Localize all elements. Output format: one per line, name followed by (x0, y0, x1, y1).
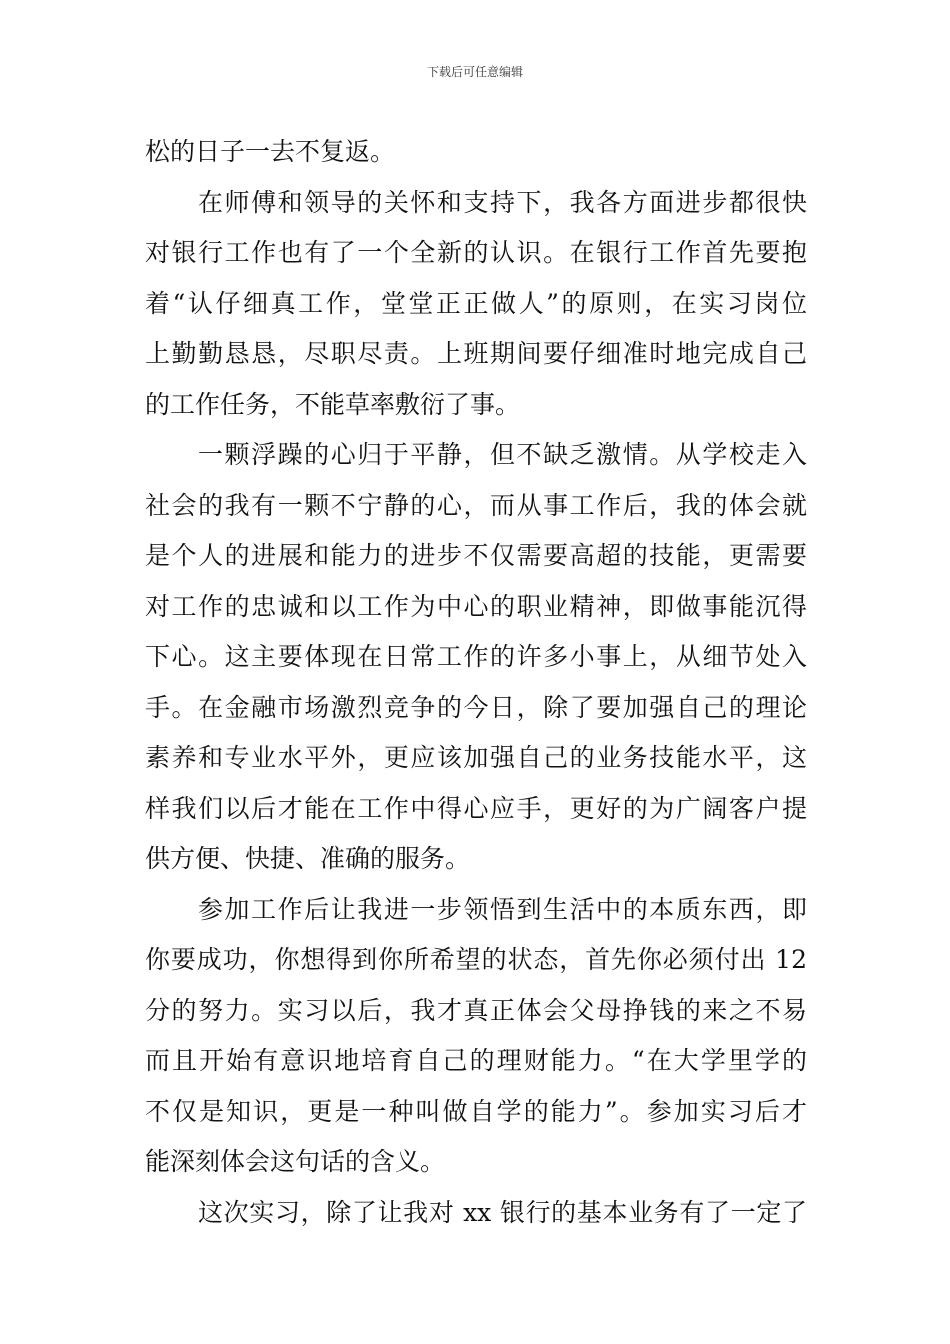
paragraph-first-line: 这次实习，除了让我对 xx 银行的基本业务有了一定了 (198, 1197, 807, 1227)
text-line: 下心。这主要体现在日常工作的许多小事上，从细节处入 (145, 642, 807, 671)
text-line: 素养和专业水平外，更应该加强自己的业务技能水平，这 (145, 743, 807, 772)
text-line: 样我们以后才能在工作中得心应手，更好的为广阔客户提 (145, 793, 807, 823)
text-line: 松的日子一去不复返。 (145, 137, 396, 166)
page-header: 下载后可任意编辑 (426, 65, 523, 79)
text-line: 对银行工作也有了一个全新的认识。在银行工作首先要抱 (145, 238, 807, 267)
text-line: 分的努力。实习以后，我才真正体会父母挣钱的来之不易 (145, 995, 807, 1025)
text-line: 着“认仔细真工作，堂堂正正做人”的原则，在实习岗位 (145, 288, 807, 318)
text-line: 供方便、快捷、准确的服务。 (145, 844, 471, 873)
text-line: 社会的我有一颗不宁静的心，而从事工作后，我的体会就 (145, 490, 807, 520)
text-line: 上勤勤恳恳，尽职尽责。上班期间要仔细准时地完成自己 (145, 339, 807, 368)
paragraph-first-line: 参加工作后让我进一步领悟到生活中的本质东西，即 (198, 894, 807, 924)
paragraph-first-line: 在师傅和领导的关怀和支持下，我各方面进步都很快 (198, 187, 807, 217)
text-line: 的工作任务，不能草率敷衍了事。 (145, 389, 521, 419)
paragraph-first-line: 一颗浮躁的心归于平静，但不缺乏激情。从学校走入 (198, 440, 807, 469)
text-line: 对工作的忠诚和以工作为中心的职业精神，即做事能沉得 (145, 591, 807, 621)
text-line: 你要成功，你想得到你所希望的状态，首先你必须付出 12 (145, 945, 807, 974)
text-line: 是个人的进展和能力的进步不仅需要高超的技能，更需要 (145, 541, 807, 570)
text-line: 手。在金融市场激烈竞争的今日，除了要加强自己的理论 (145, 692, 807, 722)
text-line: 不仅是知识，更是一种叫做自学的能力”。参加实习后才 (145, 1096, 807, 1126)
text-line: 能深刻体会这句话的含义。 (145, 1147, 446, 1176)
text-line: 而且开始有意识地培育自己的理财能力。“在大学里学的 (145, 1046, 807, 1075)
document-body (145, 127, 807, 1238)
